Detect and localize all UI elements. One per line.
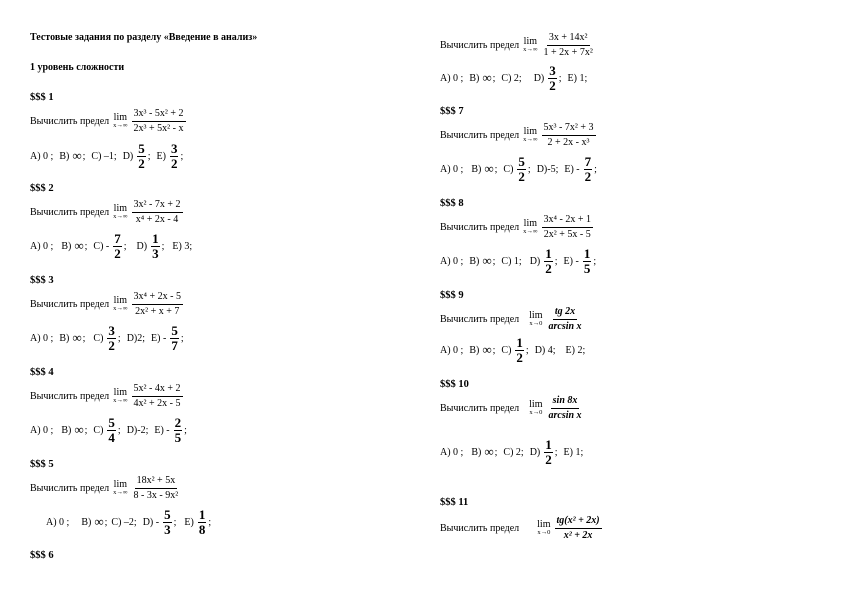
question-label-2: $$$ 2 — [30, 183, 54, 194]
numerator: 3x² - 7x + 2 — [132, 199, 183, 213]
option-b: B) — [469, 255, 480, 267]
option-d: D) — [529, 446, 541, 458]
option-c: C) — [501, 344, 512, 356]
option-c: C) 2; — [503, 446, 524, 458]
option-e: E) - — [564, 163, 580, 175]
answers-4: A) 0 ; B) ∞ ; C) 5 4 ; D)-2; E) - 2 5 ; — [30, 415, 187, 445]
fraction-d: 3 2 — [549, 63, 556, 93]
option-d: D) — [136, 240, 148, 252]
fraction-e: 5 7 — [171, 323, 178, 353]
fraction-d: 5 2 — [138, 141, 145, 171]
question-6 — [440, 32, 595, 58]
limit-fraction — [132, 475, 181, 501]
limit-operator: lim x→∞ — [113, 202, 128, 220]
option-c: C) - — [93, 240, 110, 252]
question-4 — [30, 383, 183, 409]
fraction-d: 5 3 — [164, 507, 171, 537]
denominator: 8 - 3x - 9x² — [133, 489, 179, 501]
infinity-symbol: ∞ — [482, 253, 492, 269]
answers-10: A) 0 ; B) ∞ ; C) 2; D) 1 2 ; E) 1; — [440, 437, 584, 467]
infinity-symbol: ∞ — [74, 238, 84, 254]
question-9 — [440, 306, 584, 332]
limit-operator: lim x→∞ — [113, 294, 128, 312]
option-c: C) –1; — [91, 150, 117, 162]
answers-6: A) 0 ; B) ∞ ; C) 2; D) 3 2 ; E) 1; — [440, 63, 588, 93]
option-b: B) — [81, 516, 92, 528]
option-b: B) — [59, 332, 70, 344]
numerator: 3x⁴ - 2x + 1 — [542, 214, 593, 228]
denominator: arcsin x — [548, 320, 582, 332]
numerator: 3x³ - 5x² + 2 — [132, 108, 186, 122]
option-e: E) - — [151, 332, 167, 344]
denominator: 2x³ + 5x² - x — [133, 122, 184, 134]
limit-fraction — [555, 515, 602, 541]
limit-operator: lim x→0 — [529, 309, 543, 327]
denominator: arcsin x — [548, 409, 582, 421]
option-d: D) — [533, 72, 545, 84]
question-11 — [440, 515, 602, 541]
option-a: A) 0 ; — [440, 255, 464, 267]
question-label-3: $$$ 3 — [30, 275, 54, 286]
numerator: 5x³ - 7x² + 3 — [542, 122, 596, 136]
question-5 — [30, 475, 180, 501]
numerator: 18x² + 5x — [135, 475, 178, 489]
answers-1: A) 0 ; B) ∞ ; C) –1; D) 5 2 ; E) 3 2 ; — [30, 141, 184, 171]
fraction-c: 1 2 — [516, 335, 523, 365]
denominator: 2 + 2x - x³ — [547, 136, 590, 148]
question-prompt: Вычислить предел — [30, 390, 110, 402]
limit-operator: lim x→∞ — [113, 111, 128, 129]
limit-fraction — [132, 383, 183, 409]
option-b: B) — [469, 72, 480, 84]
question-prompt: Вычислить предел — [440, 129, 520, 141]
question-prompt: Вычислить предел — [440, 39, 520, 51]
limit-operator: lim x→0 — [529, 398, 543, 416]
limit-operator: lim x→∞ — [113, 386, 128, 404]
question-label-6: $$$ 6 — [30, 550, 54, 561]
option-a: A) 0 ; — [30, 424, 54, 436]
option-e: E) 1; — [563, 446, 584, 458]
answers-7: A) 0 ; B) ∞ ; C) 5 2 ; D)-5; E) - 7 2 ; — [440, 154, 597, 184]
option-b: B) — [59, 150, 70, 162]
fraction-e: 7 2 — [584, 154, 592, 184]
fraction-c: 7 2 — [114, 231, 121, 261]
option-a: A) 0 ; — [440, 446, 464, 458]
option-d: D) — [529, 255, 541, 267]
option-d: D)2; — [126, 332, 146, 344]
option-e: E) 2; — [565, 344, 586, 356]
option-e: E) — [156, 150, 166, 162]
fraction-e: 3 2 — [170, 141, 178, 171]
option-a: A) 0 ; — [440, 163, 464, 175]
answers-3: A) 0 ; B) ∞ ; C) 3 2 ; D)2; E) - 5 7 ; — [30, 323, 184, 353]
answers-9: A) 0 ; B) ∞ ; C) 1 2 ; D) 4; E) 2; — [440, 335, 586, 365]
infinity-symbol: ∞ — [94, 514, 104, 530]
question-prompt: Вычислить предел — [440, 221, 520, 233]
limit-fraction — [547, 306, 584, 332]
option-a: A) 0 ; — [440, 344, 464, 356]
limit-fraction — [542, 214, 593, 240]
infinity-symbol: ∞ — [72, 148, 82, 164]
fraction-c: 3 2 — [108, 323, 115, 353]
option-a: A) 0 ; — [30, 240, 54, 252]
question-label-1: $$$ 1 — [30, 92, 54, 103]
infinity-symbol: ∞ — [484, 444, 494, 460]
difficulty-level: 1 уровень сложности — [30, 62, 125, 73]
document-title: Тестовые задания по разделу «Введение в анализ» — [30, 32, 258, 43]
fraction-d: 1 2 — [545, 437, 552, 467]
numerator: tg 2x — [553, 306, 577, 320]
limit-operator: lim x→∞ — [523, 217, 538, 235]
fraction-e: 2 5 — [174, 415, 182, 445]
limit-operator: lim x→0 — [537, 518, 551, 536]
question-prompt: Вычислить предел — [30, 115, 110, 127]
fraction-e: 1 5 — [583, 246, 591, 276]
question-label-7: $$$ 7 — [440, 106, 464, 117]
question-prompt: Вычислить предел — [30, 206, 110, 218]
option-e: E) — [184, 516, 194, 528]
answers-5: A) 0 ; B) ∞ ; C) –2; D) - 5 3 ; E) 1 8 ; — [46, 507, 212, 537]
question-prompt: Вычислить предел — [440, 313, 520, 325]
denominator: x⁴ + 2x - 4 — [135, 213, 179, 225]
option-a: A) 0 ; — [46, 516, 70, 528]
question-2 — [30, 199, 183, 225]
question-label-9: $$$ 9 — [440, 290, 464, 301]
answers-2: A) 0 ; B) ∞ ; C) - 7 2 ; D) 1 3 ; E) 3; — [30, 231, 193, 261]
limit-fraction — [542, 32, 595, 58]
option-b: B) — [471, 446, 482, 458]
numerator: sin 8x — [551, 395, 580, 409]
numerator: tg(x² + 2x) — [555, 515, 602, 529]
option-c: C) — [93, 332, 104, 344]
infinity-symbol: ∞ — [482, 70, 492, 86]
infinity-symbol: ∞ — [74, 422, 84, 438]
answers-8: A) 0 ; B) ∞ ; C) 1; D) 1 2 ; E) - 1 5 ; — [440, 246, 597, 276]
option-c: C) — [503, 163, 514, 175]
limit-operator: lim x→∞ — [523, 125, 538, 143]
fraction-d: 1 2 — [545, 246, 552, 276]
option-e: E) 3; — [172, 240, 193, 252]
limit-fraction — [542, 122, 596, 148]
question-7 — [440, 122, 596, 148]
option-c: C) — [93, 424, 104, 436]
numerator: 3x⁴ + 2x - 5 — [132, 291, 183, 305]
option-d: D)-5; — [536, 163, 559, 175]
option-a: A) 0 ; — [440, 72, 464, 84]
fraction-c: 5 2 — [518, 154, 525, 184]
question-prompt: Вычислить предел — [30, 482, 110, 494]
denominator: x² + 2x — [563, 529, 593, 541]
denominator: 1 + 2x + 7x² — [543, 46, 593, 58]
option-d: D) — [122, 150, 134, 162]
option-d: D)-2; — [126, 424, 149, 436]
option-a: A) 0 ; — [30, 332, 54, 344]
limit-fraction — [132, 108, 186, 134]
question-label-11: $$$ 11 — [440, 497, 469, 508]
question-prompt: Вычислить предел — [30, 298, 110, 310]
option-a: A) 0 ; — [30, 150, 54, 162]
question-3 — [30, 291, 183, 317]
option-b: B) — [61, 240, 72, 252]
limit-fraction — [132, 291, 183, 317]
question-prompt: Вычислить предел — [440, 522, 520, 534]
option-d: D) 4; — [534, 344, 556, 356]
limit-operator: lim x→∞ — [523, 35, 538, 53]
question-label-5: $$$ 5 — [30, 459, 54, 470]
limit-operator: lim x→∞ — [113, 478, 128, 496]
option-b: B) — [471, 163, 482, 175]
infinity-symbol: ∞ — [484, 161, 494, 177]
question-label-10: $$$ 10 — [440, 379, 469, 390]
question-label-4: $$$ 4 — [30, 367, 54, 378]
question-label-8: $$$ 8 — [440, 198, 464, 209]
question-prompt: Вычислить предел — [440, 402, 520, 414]
question-1 — [30, 108, 186, 134]
question-10 — [440, 395, 584, 421]
limit-fraction — [547, 395, 584, 421]
option-c: C) 1; — [501, 255, 522, 267]
denominator: 4x² + 2x - 5 — [133, 397, 181, 409]
denominator: 2x² + 5x - 5 — [543, 228, 591, 240]
option-e: E) 1; — [567, 72, 588, 84]
fraction-d: 1 3 — [152, 231, 159, 261]
option-e: E) - — [563, 255, 579, 267]
option-c: C) –2; — [111, 516, 137, 528]
option-b: B) — [469, 344, 480, 356]
option-e: E) - — [154, 424, 170, 436]
numerator: 5x² - 4x + 2 — [132, 383, 183, 397]
infinity-symbol: ∞ — [482, 342, 492, 358]
fraction-e: 1 8 — [198, 507, 206, 537]
question-8 — [440, 214, 593, 240]
option-b: B) — [61, 424, 72, 436]
fraction-c: 5 4 — [108, 415, 115, 445]
option-d: D) - — [142, 516, 160, 528]
numerator: 3x + 14x² — [547, 32, 590, 46]
infinity-symbol: ∞ — [72, 330, 82, 346]
limit-fraction — [132, 199, 183, 225]
denominator: 2x² + x + 7 — [135, 305, 180, 317]
option-c: C) 2; — [501, 72, 522, 84]
